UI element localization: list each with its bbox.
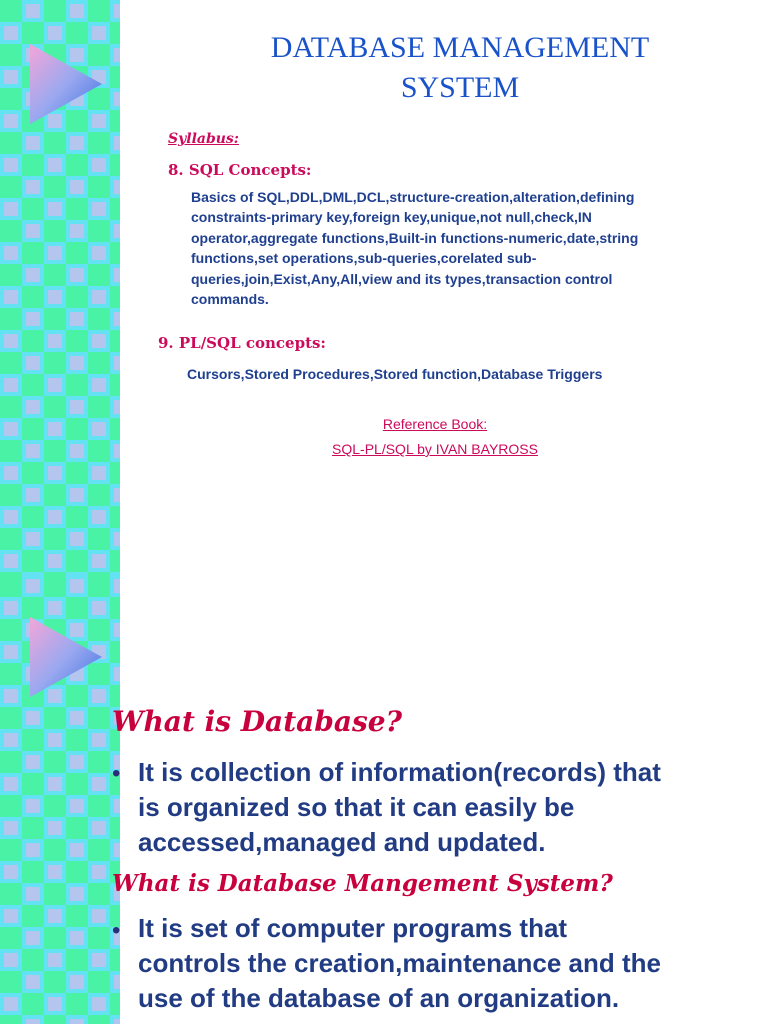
triangle-pointer-icon [24, 613, 106, 701]
answer-line: It is collection of information(records) that [138, 757, 661, 787]
answer-line: is organized so that it can easily be [138, 792, 575, 822]
bullet-1: • [112, 760, 121, 787]
section-8-line: queries,join,Exist,Any,All,view and its types,transaction control [191, 270, 613, 287]
section-9-body: Cursors,Stored Procedures,Stored function,Database Triggers [187, 366, 603, 382]
answer-line: controls the creation,maintenance and the [138, 948, 661, 978]
answer-dbms [138, 911, 758, 1016]
reference-book-title: SQL-PL/SQL by IVAN BAYROSS [332, 441, 538, 457]
question-what-is-database: What is Database? [112, 705, 402, 738]
section-9-heading: 9. PL/SQL concepts: [158, 334, 326, 352]
page-title-line-1: DATABASE MANAGEMENT [270, 31, 650, 64]
reference-book-label: Reference Book: [382, 416, 488, 432]
section-8-heading: 8. SQL Concepts: [168, 161, 312, 179]
page-title-line-2: SYSTEM [400, 71, 520, 104]
answer-line: use of the database of an organization. [138, 983, 620, 1013]
section-8-line: functions,set operations,sub-queries,corelated sub- [191, 250, 537, 267]
answer-line: It is set of computer programs that [138, 913, 568, 943]
syllabus-label: Syllabus: [168, 131, 239, 147]
slide-2 [0, 575, 768, 1024]
answer-database [138, 755, 758, 860]
section-8-line: operator,aggregate functions,Built-in functions-numeric,date,string [191, 229, 639, 246]
bullet-2: • [112, 917, 121, 944]
question-what-is-dbms: What is Database Mangement System? [112, 870, 613, 897]
section-8-line: constraints-primary key,foreign key,unique,not null,check,IN [191, 209, 592, 226]
section-8-body [191, 187, 751, 309]
triangle-pointer-icon [24, 40, 106, 128]
section-8-line: Basics of SQL,DDL,DML,DCL,structure-creation,alteration,defining [191, 189, 635, 205]
answer-line: accessed,managed and updated. [138, 827, 546, 857]
section-8-line: commands. [191, 291, 269, 308]
